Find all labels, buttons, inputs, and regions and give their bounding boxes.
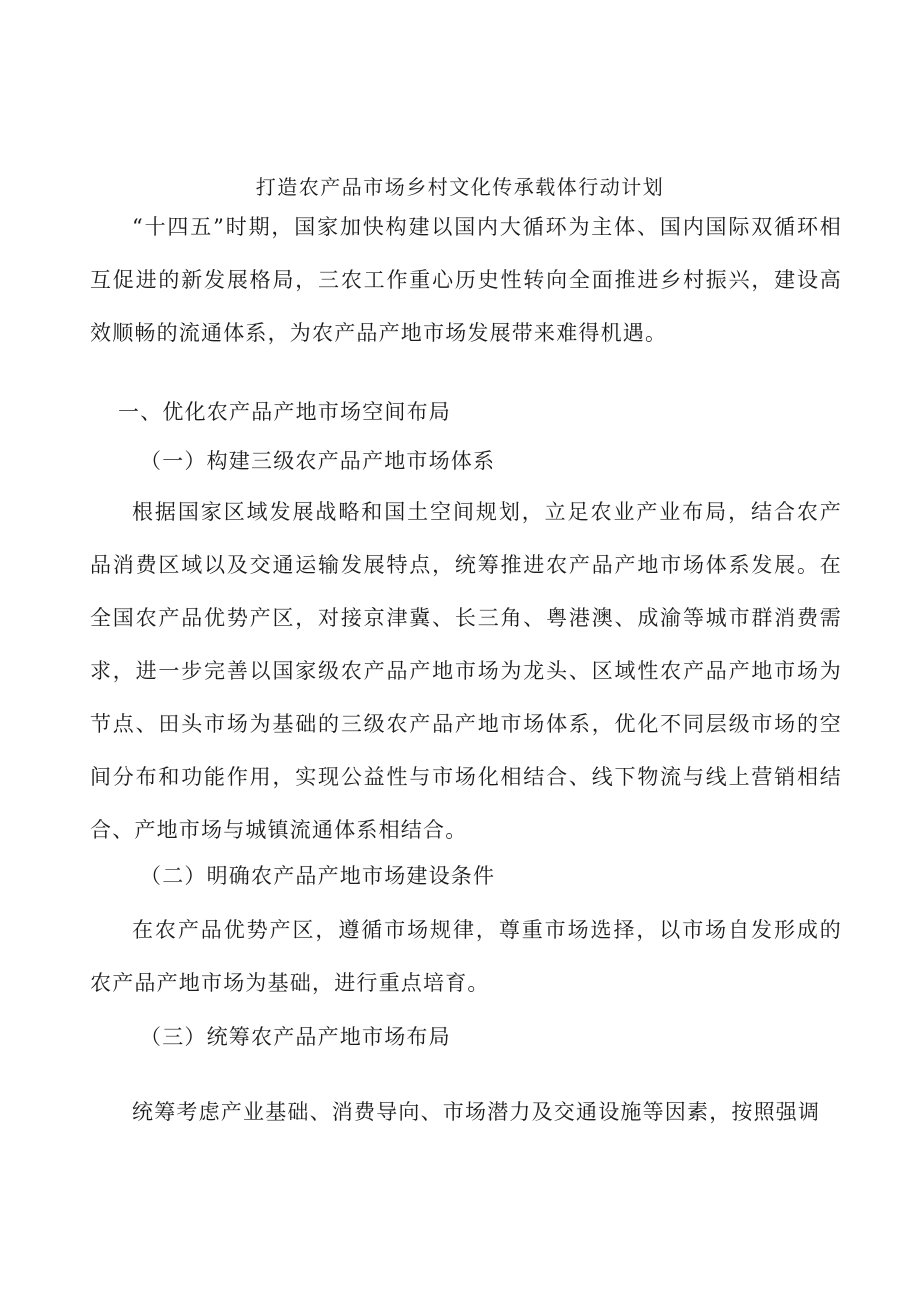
section-heading: 一、优化农产品产地市场空间布局 [118, 400, 451, 424]
subsection-heading-1: （一）构建三级农产品产地市场体系 [140, 449, 496, 473]
subsection-2-paragraph: 在农产品优势产区，遵循市场规律，尊重市场选择，以市场自发形成的农产品产地市场为基础，进行重点培育。 [90, 918, 842, 995]
subsection-heading-2: （二）明确农产品产地市场建设条件 [140, 864, 496, 888]
subsection-heading-3: （三）统筹农产品产地市场布局 [140, 1025, 451, 1049]
document-title: 打造农产品市场乡村文化传承载体行动计划 [255, 175, 665, 199]
intro-paragraph: “十四五”时期，国家加快构建以国内大循环为主体、国内国际双循环相互促进的新发展格局，三农工作重心历史性转向全面推进乡村振兴，建设高效顺畅的流通体系，为农产品产地市场发展带来难得机遇。 [90, 215, 842, 345]
subsection-3-paragraph: 统筹考虑产业基础、消费导向、市场潜力及交通设施等因素，按照强调 [132, 1100, 821, 1124]
subsection-1-paragraph: 根据国家区域发展战略和国土空间规划，立足农业产业布局，结合农产品消费区域以及交通运输发展特点，统筹推进农产品产地市场体系发展。在全国农产品优势产区，对接京津冀、长三角、粤港澳、成渝等城市群消费需求，进一步完善以国家级农产品产地市场为龙头、区域性农产品产地市场为节点、田头市场为基础的三级农产品产地市场体系，优化不同层级市场的空间分布和功能作用，实现公益性与市场化相结合、线下物流与线上营销相结合、产地市场与城镇流通体系相结合。 [90, 500, 842, 842]
